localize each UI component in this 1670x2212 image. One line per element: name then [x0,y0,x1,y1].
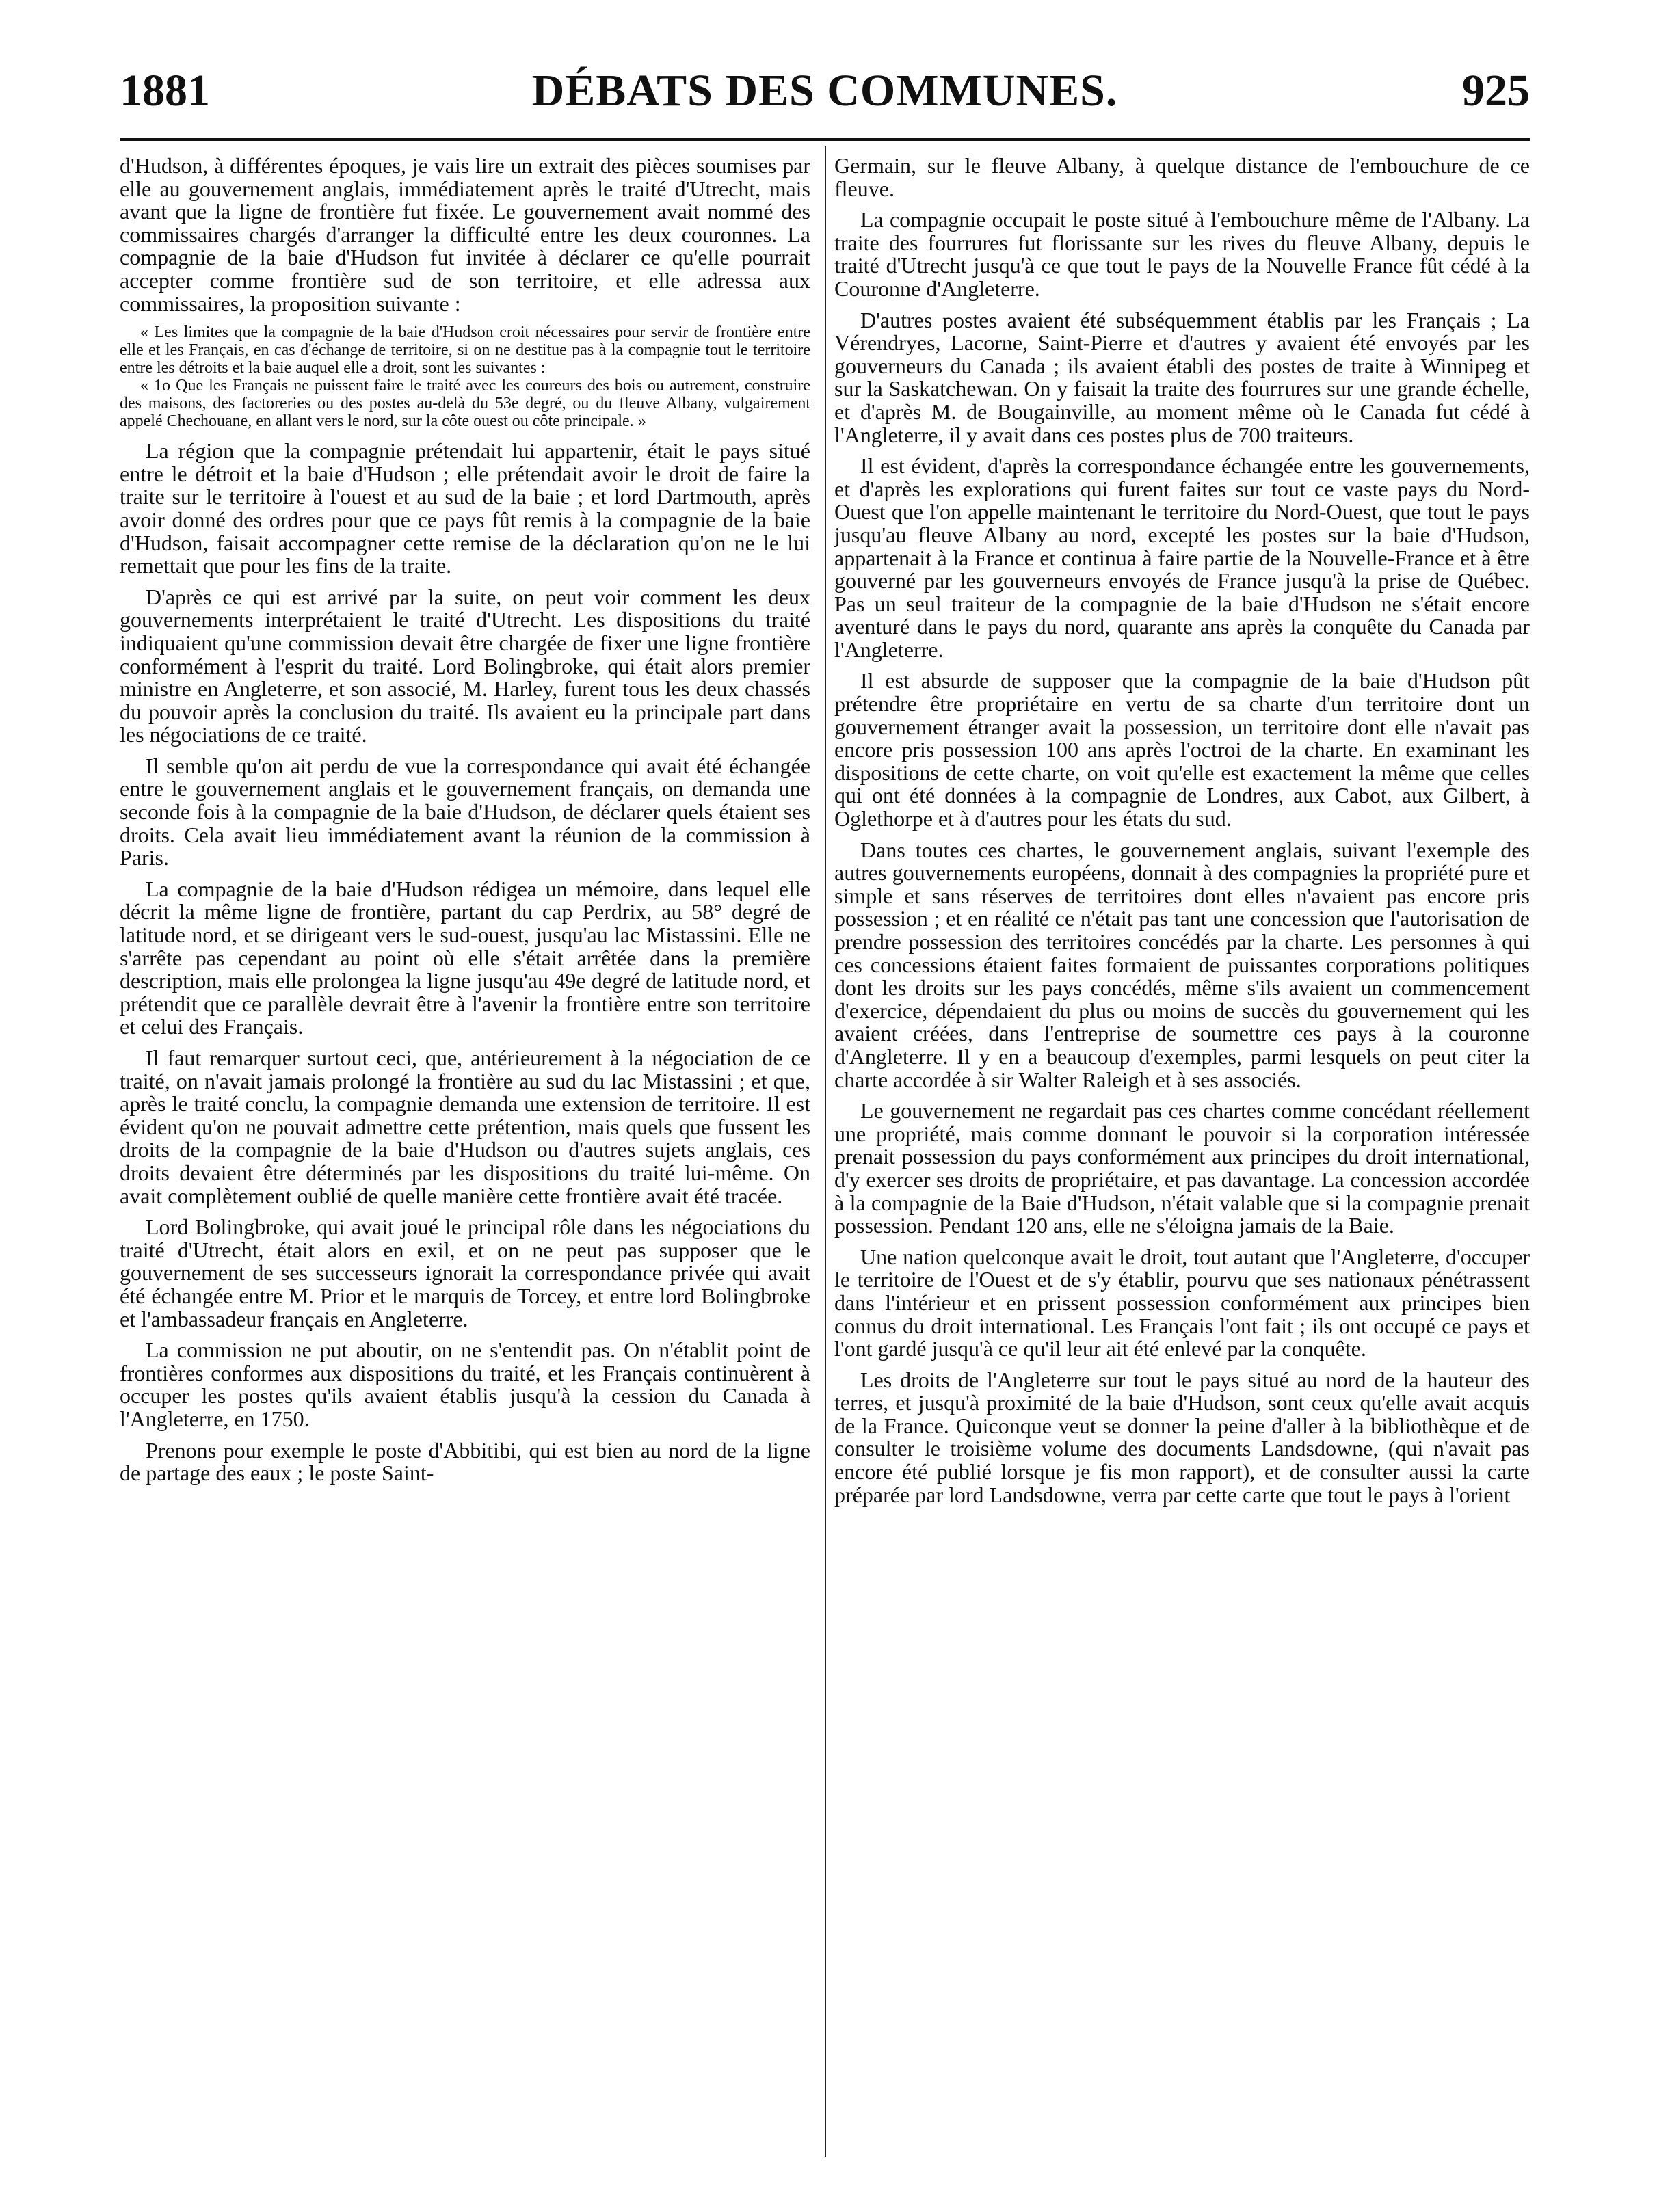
quoted-excerpt [120,323,810,430]
column-divider [825,146,826,2157]
paragraph: Il est absurde de supposer que la compagnie de la baie d'Hudson pût prétendre être propriétaire en vertu de sa charte d'un territoire dont un gouvernement étranger avait la possession, un territoire dont elle n'avait pas encore pris possession 100 ans après l'octroi de la charte. En examinant les dispositions de cette charte, on voit qu'elle est exactement la même que celles qui ont été données à la compagnie de Londres, aux Cabot, aux Gilbert, à Oglethorpe et à d'autres pour les états du sud. [834,668,1530,831]
paragraph: Les droits de l'Angleterre sur tout le pays situé au nord de la hauteur des terres, et jusqu'à proximité de la baie d'Hudson, sont ceux qu'elle avait acquis de la France. Quiconque veut se donner la peine d'aller à la bibliothèque et de consulter le troisième volume des documents Landsdowne, (qui n'avait pas encore été publié lorsque je fis mon rapport), et de consulter aussi la carte préparée par lord Landsdowne, verra par cette carte que tout le pays à l'orient [834,1367,1530,1507]
paragraph: Il semble qu'on ait perdu de vue la correspondance qui avait été échangée entre le gouvernement anglais et le gouvernement français, on demanda une seconde fois à la compagnie de la baie d'Hudson, de déclarer quels étaient ses droits. Cela avait lieu immédiatement avant la réunion de la commission à Paris. [120,753,810,870]
paragraph: D'autres postes avaient été subséquemment établis par les Français ; La Vérendryes, Lacorne, Saint-Pierre et d'autres y avaient été envoyés par les gouverneurs du Canada ; ils avaient établi des postes de traite à Winnipeg et sur la Saskatchewan. On y faisait la traite des fourrures sur une grande échelle, et d'après M. de Bougainville, au moment même où le Canada fut cédé à l'Angleterre, il y avait dans ces postes plus de 700 traiteurs. [834,307,1530,447]
paragraph: D'après ce qui est arrivé par la suite, on peut voir comment les deux gouvernements interprétaient le traité d'Utrecht. Les dispositions du traité indiquaient qu'une commission devait être chargée de fixer une ligne frontière conformément à l'esprit du traité. Lord Bolingbroke, qui était alors premier ministre en Angleterre, et son associé, M. Harley, furent tous les deux chassés du pouvoir après la conclusion du traité. Ils avaient eu la principale part dans les négociations de ce traité. [120,584,810,747]
header-title: DÉBATS DES COMMUNES. [531,66,1118,116]
right-column [834,155,1530,2165]
quote-paragraph: « Les limites que la compagnie de la baie d'Hudson croit nécessaires pour servir de frontière entre elle et les Français, en cas d'échange de territoire, si on ne destitue pas à la compagnie tout le territoire entre les détroits et la baie auquel elle a droit, sont les suivantes : [120,323,810,377]
paragraph: Le gouvernement ne regardait pas ces chartes comme concédant réellement une propriété, mais comme donnant le pouvoir si la corporation intéressée prenait possession du pays conformément aux principes du droit international, d'y exercer ses droits de propriétaire, et pas davantage. La concession accordée à la compagnie de la Baie d'Hudson, n'était valable que si la compagnie prenait possession. Pendant 120 ans, elle ne s'éloigna jamais de la Baie. [834,1098,1530,1238]
paragraph: Germain, sur le fleuve Albany, à quelque distance de l'embouchure de ce fleuve. [834,155,1530,201]
paragraph: Dans toutes ces chartes, le gouvernement anglais, suivant l'exemple des autres gouvernements européens, donnait à des compagnies la propriété pure et simple et sans réserves de territoires dont elles n'avaient pas encore pris possession ; et en réalité ce n'était pas tant une concession que l'autorisation de prendre possession des territoires concédés par la charte. Les personnes à qui ces concessions étaient faites formaient de puissantes corporations politiques dont les droits sur les pays concédés, même s'ils avaient un commencement d'exercice, dépendaient du plus ou moins de succès du gouvernement qui les avaient créées, dans l'entreprise de soumettre ces pays à la couronne d'Angleterre. Il y en a beaucoup d'exemples, parmi lesquels on peut citer la charte accordée à sir Walter Raleigh et à ses associés. [834,837,1530,1092]
paragraph: Une nation quelconque avait le droit, tout autant que l'Angleterre, d'occuper le territoire de l'Ouest et de s'y établir, pourvu que ses nationaux pénétrassent dans l'intérieur et en prissent possession conformément aux principes bien connus du droit international. Les Français l'ont fait ; ils ont occupé ce pays et l'ont gardé jusqu'à ce qu'il leur ait été enlevé par la conquête. [834,1244,1530,1361]
header-year: 1881 [120,66,210,116]
paragraph: La compagnie de la baie d'Hudson rédigea un mémoire, dans lequel elle décrit la même ligne de frontière, partant du cap Perdrix, au 58° degré de latitude nord, et se dirigeant vers le sud-ouest, jusqu'au lac Mistassini. Elle ne s'arrête pas cependant au point où elle s'était arrêtée dans la première description, mais elle prolongea la ligne jusqu'au 49e degré de latitude nord, et prétendit que ce parallèle devrait être à l'avenir la frontière entre son territoire et celui des Français. [120,876,810,1039]
paragraph: Prenons pour exemple le poste d'Abbitibi, qui est bien au nord de la ligne de partage des eaux ; le poste Saint- [120,1437,810,1486]
paragraph: Lord Bolingbroke, qui avait joué le principal rôle dans les négociations du traité d'Utrecht, était alors en exil, et on ne peut pas supposer que le gouvernement de ses successeurs ignorait la correspondance privée qui avait été échangée entre M. Prior et le marquis de Torcey, et entre lord Bolingbroke et l'ambassadeur français en Angleterre. [120,1214,810,1331]
paragraph: Il faut remarquer surtout ceci, que, antérieurement à la négociation de ce traité, on n'avait jamais prolongé la frontière au sud du lac Mistassini ; et que, après le traité conclu, la compagnie demanda une extension de territoire. Il est évident qu'on ne pouvait admettre cette prétention, mais quels que fussent les droits de la compagnie de la baie d'Hudson ou d'autres sujets anglais, ces droits devaient être déterminés par les dispositions du traité lui-même. On avait complètement oublié de quelle manière cette frontière avait été tracée. [120,1045,810,1208]
paragraph: La compagnie occupait le poste situé à l'embouchure même de l'Albany. La traite des fourrures fut florissante sur les rives du fleuve Albany, depuis le traité d'Utrecht jusqu'à ce que tout le pays de la Nouvelle France fût cédé à la Couronne d'Angleterre. [834,207,1530,301]
header-page-number: 925 [1462,66,1530,116]
paragraph: La région que la compagnie prétendait lui appartenir, était le pays situé entre le détroit et la baie d'Hudson ; elle prétendait avoir le droit de faire la traite sur le territoire à l'ouest et au sud de la baie ; et lord Dartmouth, après avoir donné des ordres pour que ce pays fût remis à la compagnie de la baie d'Hudson, faisait accompagner cette remise de la déclaration qu'on ne le lui remettait que pour les fins de la traite. [120,438,810,578]
quote-paragraph: « 1o Que les Français ne puissent faire le traité avec les coureurs des bois ou autrement, construire des maisons, des factoreries ou des postes au-delà du 53e degré, ou du fleuve Albany, vulgairement appelé Chechouane, en allant vers le nord, sur la côte ouest ou côte principale. » [120,377,810,431]
paragraph: d'Hudson, à différentes époques, je vais lire un extrait des pièces soumises par elle au gouvernement anglais, immédiatement après le traité d'Utrecht, mais avant que la ligne de frontière fut fixée. Le gouvernement avait nommé des commissaires chargés d'arranger la difficulté entre les deux couronnes. La compagnie de la baie d'Hudson fut invitée à déclarer ce qu'elle pourrait accepter comme frontière sud de son territoire, et elle adressa aux commissaires, la proposition suivante : [120,155,810,316]
page-header [120,65,1530,130]
left-column [120,155,810,2165]
paragraph: La commission ne put aboutir, on ne s'entendit pas. On n'établit point de frontières conformes aux dispositions du traité, et les Français continuèrent à occuper les postes qu'ils avaient établis jusqu'à la cession du Canada à l'Angleterre, en 1750. [120,1337,810,1431]
header-rule [120,138,1530,141]
paragraph: Il est évident, d'après la correspondance échangée entre les gouvernements, et d'après les explorations qui furent faites sur tout ce vaste pays du Nord-Ouest que l'on appelle maintenant le territoire du Nord-Ouest, que tout le pays jusqu'au fleuve Albany au nord, excepté les postes sur la baie d'Hudson, appartenait à la France et continua à faire partie de la Nouvelle-France et à être gouverné par les gouverneurs envoyés de France jusqu'à la prise de Québec. Pas un seul traiteur de la compagnie de la baie d'Hudson ne s'était encore aventuré dans le pays du nord, quarante ans après la conquête du Canada par l'Angleterre. [834,453,1530,662]
